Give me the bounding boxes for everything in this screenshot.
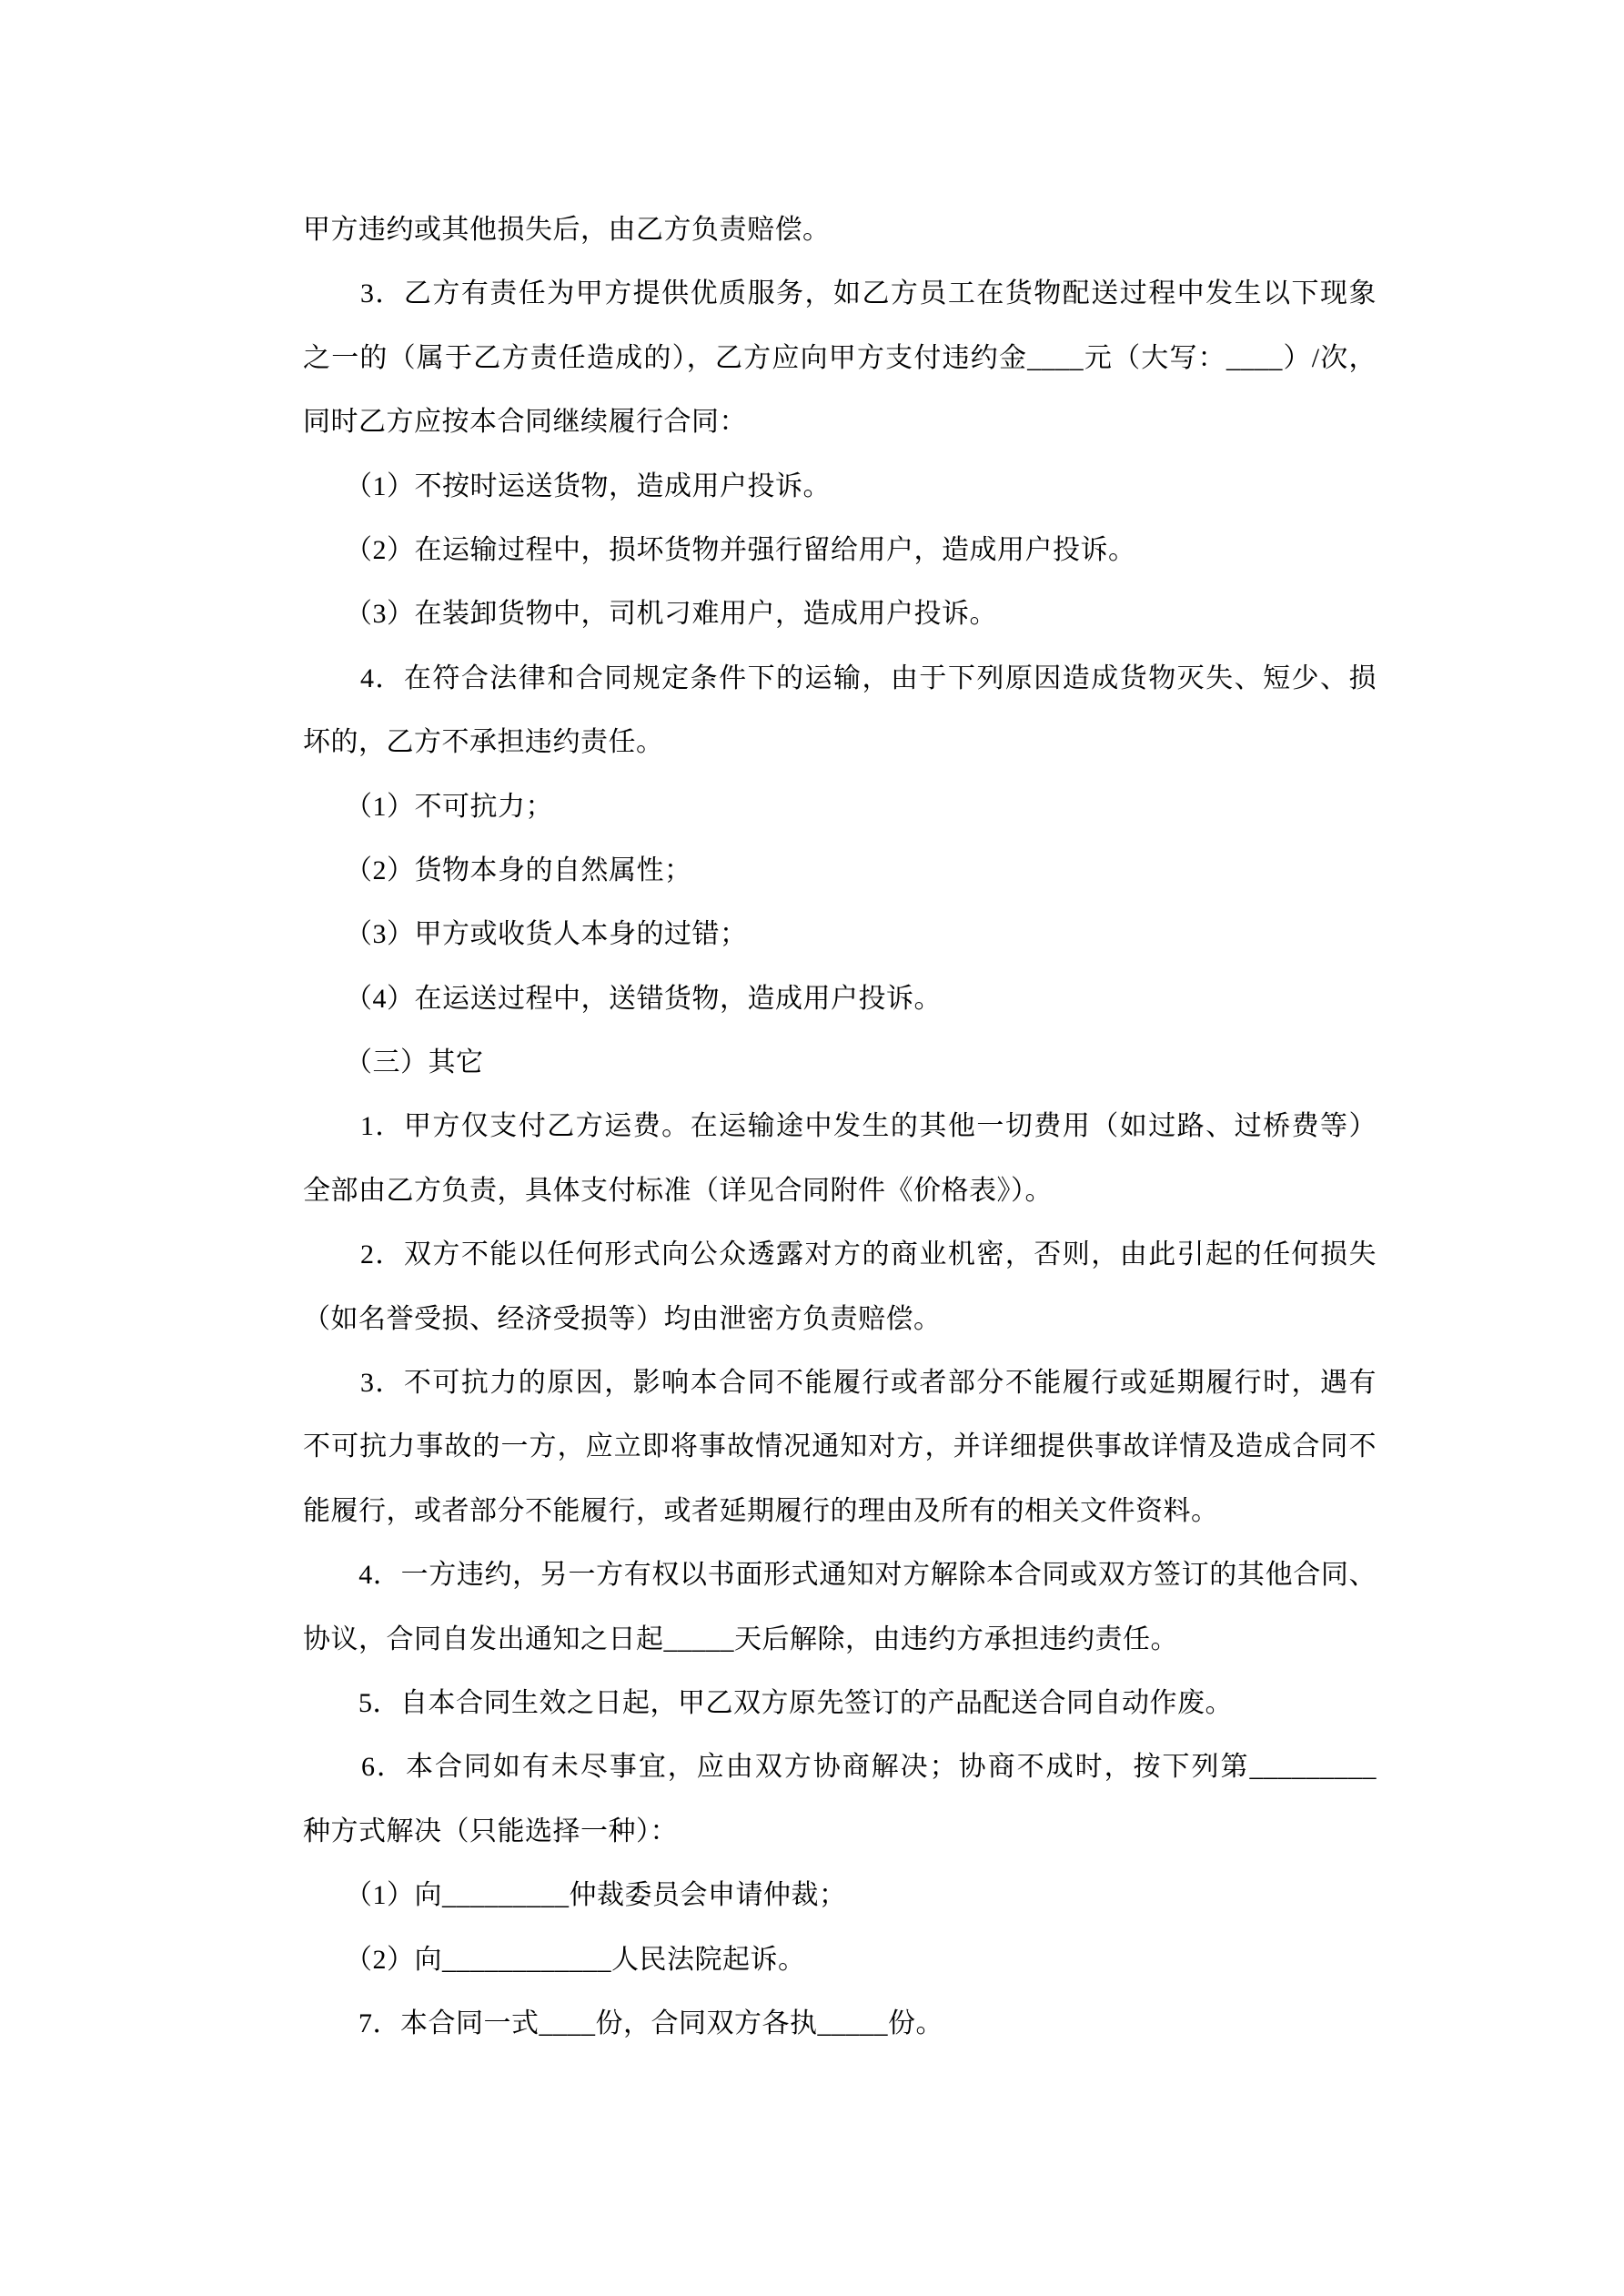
text-line: 甲方违约或其他损失后，由乙方负责赔偿。 bbox=[303, 215, 831, 245]
text-line: （2）货物本身的自然属性； bbox=[303, 855, 692, 885]
text-line: 1．甲方仅支付乙方运费。在运输途中发生的其他一切费用（如过路、过桥费等） bbox=[303, 1111, 1377, 1142]
text-line: 之一的（属于乙方责任造成的），乙方应向甲方支付违约金____元（大写：____）/次， bbox=[303, 342, 1377, 373]
text-line: （2）在运输过程中，损坏货物并强行留给用户，造成用户投诉。 bbox=[303, 534, 1136, 565]
text-line: （3）在装卸货物中，司机刁难用户，造成用户投诉。 bbox=[303, 599, 997, 630]
text-line: （2）向____________人民法院起诉。 bbox=[303, 1944, 806, 1975]
text-line: 能履行，或者部分不能履行，或者延期履行的理由及所有的相关文件资料。 bbox=[303, 1495, 1219, 1526]
contract-body-text bbox=[303, 198, 1377, 2056]
text-line: 同时乙方应按本合同继续履行合同： bbox=[303, 407, 747, 438]
text-line: 2．双方不能以任何形式向公众透露对方的商业机密，否则，由此引起的任何损失 bbox=[303, 1239, 1377, 1270]
text-line: 5．自本合同生效之日起，甲乙双方原先签订的产品配送合同自动作废。 bbox=[303, 1687, 1233, 1718]
text-line: （1）向_________仲裁委员会申请仲裁； bbox=[303, 1880, 847, 1911]
text-line: 3．不可抗力的原因，影响本合同不能履行或者部分不能履行或延期履行时，遇有 bbox=[303, 1368, 1377, 1399]
text-line: 4．在符合法律和合同规定条件下的运输，由于下列原因造成货物灭失、短少、损 bbox=[303, 663, 1377, 693]
text-line: （3）甲方或收货人本身的过错； bbox=[303, 919, 748, 950]
text-line: 种方式解决（只能选择一种）： bbox=[303, 1816, 678, 1846]
text-line: 3．乙方有责任为甲方提供优质服务，如乙方员工在货物配送过程中发生以下现象 bbox=[303, 278, 1377, 309]
text-line: 不可抗力事故的一方，应立即将事故情况通知对方，并详细提供事故详情及造成合同不 bbox=[303, 1431, 1377, 1462]
text-line: （1）不可抗力； bbox=[303, 791, 553, 822]
text-line: 坏的，乙方不承担违约责任。 bbox=[303, 727, 664, 758]
text-line: （如名誉受损、经济受损等）均由泄密方负责赔偿。 bbox=[303, 1303, 942, 1334]
text-line: 4．一方违约，另一方有权以书面形式通知对方解除本合同或双方签订的其他合同、 bbox=[303, 1560, 1377, 1591]
text-line: （4）在运送过程中，送错货物，造成用户投诉。 bbox=[303, 983, 942, 1014]
text-line: 6．本合同如有未尽事宜，应由双方协商解决；协商不成时，按下列第_________ bbox=[303, 1752, 1377, 1783]
text-line: （三）其它 bbox=[303, 1047, 484, 1078]
text-line: 协议，合同自发出通知之日起_____天后解除，由违约方承担违约责任。 bbox=[303, 1623, 1178, 1654]
text-line: （1）不按时运送货物，造成用户投诉。 bbox=[303, 470, 831, 501]
text-line: 7．本合同一式____份，合同双方各执_____份。 bbox=[303, 2008, 943, 2038]
text-line: 全部由乙方负责，具体支付标准（详见合同附件《价格表》）。 bbox=[303, 1175, 1053, 1206]
